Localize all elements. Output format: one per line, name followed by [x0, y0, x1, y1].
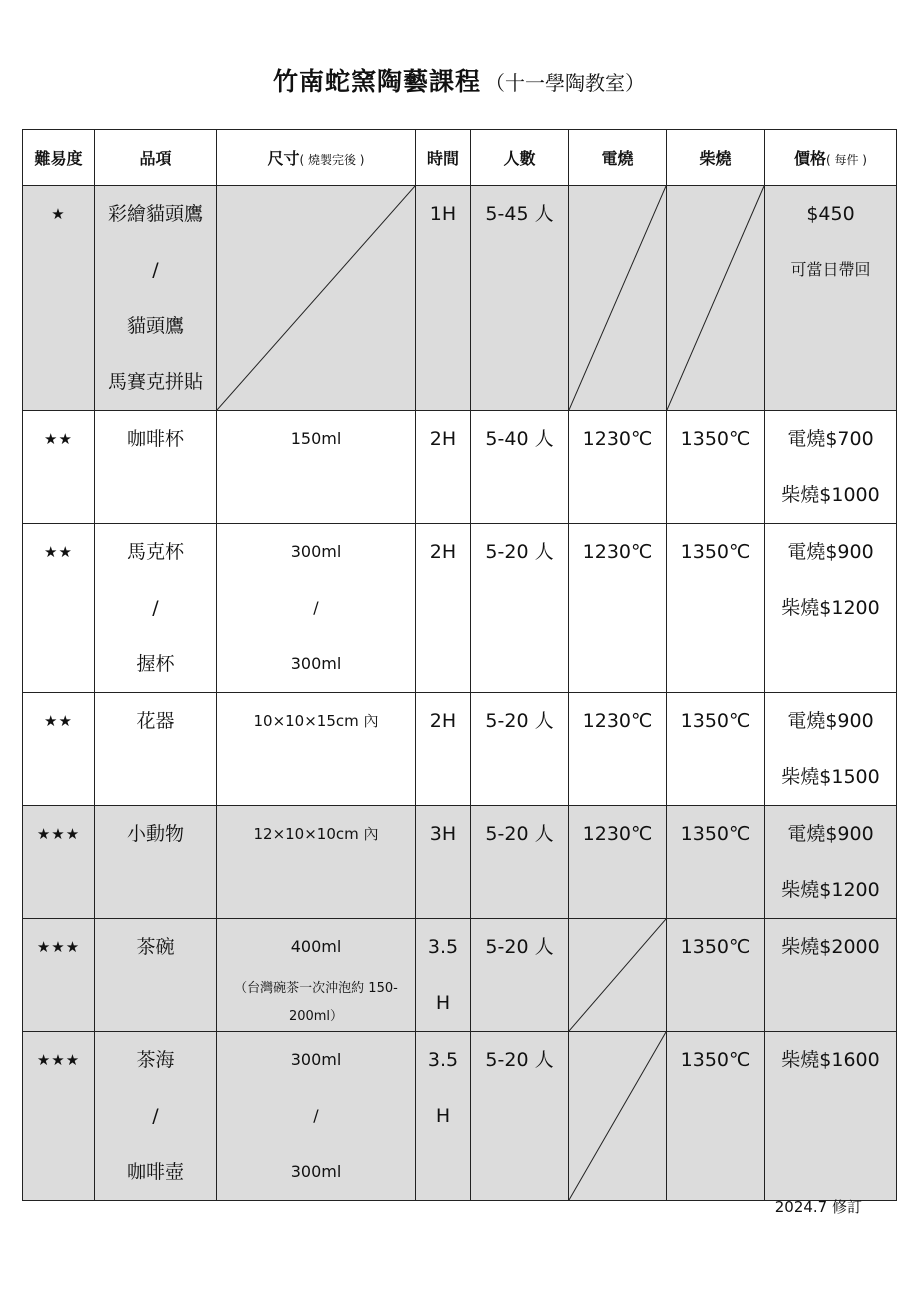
item-cell-line: 茶海	[136, 1049, 175, 1071]
header-item: 品項	[95, 130, 217, 186]
price-cell-line: 柴燒$2000	[781, 936, 880, 958]
size-cell-line: 300ml	[290, 654, 342, 673]
size-note-line: 200ml）	[288, 1009, 344, 1024]
table-row	[23, 693, 897, 806]
item-cell-line: 彩繪貓頭鷹	[107, 203, 203, 225]
header-electric: 電燒	[569, 130, 667, 186]
difficulty-cell	[23, 919, 95, 1032]
title-sub: （十一學陶教室）	[485, 71, 645, 95]
size-cell-line: 150ml	[290, 429, 342, 448]
electric-cell-line: 1230℃	[582, 710, 653, 732]
difficulty-stars: ★★★	[36, 938, 81, 956]
header-size-note: ( 燒製完後 )	[299, 153, 365, 167]
electric-cell	[569, 806, 667, 919]
size-cell	[217, 524, 416, 693]
table-body	[23, 186, 897, 1201]
title-main: 竹南蛇窯陶藝課程	[272, 67, 481, 96]
people-cell-line: 5-45 人	[485, 203, 554, 225]
price-cell	[765, 806, 897, 919]
size-cell-line: 300ml	[290, 542, 342, 561]
price-cell	[765, 186, 897, 411]
time-cell	[416, 919, 471, 1032]
table-row	[23, 1032, 897, 1201]
item-cell-line: /	[152, 597, 159, 619]
item-cell	[95, 186, 217, 411]
size-cell-line: 12×10×10cm 內	[253, 825, 379, 843]
people-cell	[471, 919, 569, 1032]
item-cell	[95, 1032, 217, 1201]
item-cell	[95, 524, 217, 693]
price-cell	[765, 411, 897, 524]
header-price-label: 價格	[793, 149, 826, 168]
header-price	[765, 130, 897, 186]
time-cell	[416, 806, 471, 919]
electric-cell	[569, 186, 667, 411]
difficulty-cell	[23, 693, 95, 806]
item-cell	[95, 693, 217, 806]
time-cell	[416, 186, 471, 411]
item-cell	[95, 411, 217, 524]
size-cell	[217, 1032, 416, 1201]
difficulty-cell	[23, 186, 95, 411]
difficulty-stars: ★	[51, 205, 66, 223]
electric-cell	[569, 411, 667, 524]
size-cell-line: 300ml	[290, 1050, 342, 1069]
header-row	[23, 130, 897, 186]
price-cell-line: 電燒$900	[787, 823, 874, 845]
electric-cell	[569, 524, 667, 693]
item-cell	[95, 806, 217, 919]
price-cell-line: 柴燒$1500	[781, 766, 880, 788]
difficulty-cell	[23, 524, 95, 693]
price-cell	[765, 919, 897, 1032]
people-cell	[471, 1032, 569, 1201]
empty-cell-slash	[667, 186, 764, 410]
people-cell	[471, 186, 569, 411]
header-wood: 柴燒	[667, 130, 765, 186]
item-cell-line: 茶碗	[136, 936, 175, 958]
people-cell	[471, 411, 569, 524]
people-cell-line: 5-40 人	[485, 428, 554, 450]
people-cell-line: 5-20 人	[485, 823, 554, 845]
electric-cell-line: 1230℃	[582, 428, 653, 450]
page-title	[0, 62, 918, 98]
price-cell	[765, 693, 897, 806]
size-cell	[217, 919, 416, 1032]
difficulty-cell	[23, 1032, 95, 1201]
wood-cell-line: 1350℃	[680, 428, 751, 450]
electric-cell	[569, 693, 667, 806]
empty-cell-slash	[217, 186, 415, 410]
table-row	[23, 411, 897, 524]
header-time: 時間	[416, 130, 471, 186]
item-cell-line: 馬克杯	[126, 541, 184, 563]
size-cell	[217, 186, 416, 411]
item-cell-line: 咖啡杯	[126, 428, 184, 450]
people-cell	[471, 524, 569, 693]
item-cell	[95, 919, 217, 1032]
people-cell	[471, 806, 569, 919]
wood-cell-line: 1350℃	[680, 710, 751, 732]
wood-cell	[667, 524, 765, 693]
price-cell-line: 柴燒$1200	[781, 879, 880, 901]
time-cell	[416, 1032, 471, 1201]
wood-cell-line: 1350℃	[680, 936, 751, 958]
item-cell-line: 花器	[136, 710, 175, 732]
time-cell-line: H	[435, 992, 451, 1014]
price-cell-line: 柴燒$1600	[781, 1049, 880, 1071]
table-row	[23, 186, 897, 411]
item-cell-line: /	[152, 1105, 159, 1127]
header-size	[217, 130, 416, 186]
electric-cell-line: 1230℃	[582, 541, 653, 563]
difficulty-stars: ★★	[44, 430, 73, 448]
price-cell	[765, 524, 897, 693]
price-cell	[765, 1032, 897, 1201]
header-size-label: 尺寸	[267, 149, 300, 168]
people-cell-line: 5-20 人	[485, 541, 554, 563]
time-cell	[416, 411, 471, 524]
wood-cell	[667, 186, 765, 411]
difficulty-cell	[23, 806, 95, 919]
price-cell-line: 柴燒$1200	[781, 597, 880, 619]
price-cell-line: 電燒$900	[787, 710, 874, 732]
item-cell-line: 貓頭鷹	[126, 315, 184, 337]
time-cell-line: 3.5	[427, 936, 459, 958]
header-price-note: ( 每件 )	[826, 153, 867, 167]
item-cell-line: /	[152, 259, 159, 281]
wood-cell-line: 1350℃	[680, 541, 751, 563]
table-row	[23, 919, 897, 1032]
revision-note: 2024.7 修訂	[774, 1198, 862, 1216]
electric-cell	[569, 1032, 667, 1201]
size-cell-line: 400ml	[290, 937, 342, 956]
wood-cell-line: 1350℃	[680, 1049, 751, 1071]
price-cell-line: 可當日帶回	[790, 260, 871, 279]
difficulty-cell	[23, 411, 95, 524]
size-cell-line: 300ml	[290, 1162, 342, 1181]
size-cell	[217, 693, 416, 806]
wood-cell	[667, 1032, 765, 1201]
time-cell-line: 3.5	[427, 1049, 459, 1071]
empty-cell-slash	[569, 186, 666, 410]
header-difficulty: 難易度	[23, 130, 95, 186]
size-note-line: （台灣碗茶一次沖泡約 150-	[234, 981, 398, 996]
difficulty-stars: ★★★	[36, 825, 81, 843]
item-cell-line: 馬賽克拼貼	[107, 371, 203, 393]
table-row	[23, 806, 897, 919]
electric-cell	[569, 919, 667, 1032]
size-cell-line: /	[313, 598, 319, 617]
people-cell-line: 5-20 人	[485, 936, 554, 958]
difficulty-stars: ★★	[44, 543, 73, 561]
empty-cell-slash	[569, 919, 666, 1031]
difficulty-stars: ★★★	[36, 1051, 81, 1069]
time-cell-line: 2H	[429, 541, 457, 563]
time-cell-line: H	[435, 1105, 451, 1127]
time-cell	[416, 524, 471, 693]
size-cell	[217, 806, 416, 919]
time-cell-line: 2H	[429, 428, 457, 450]
people-cell-line: 5-20 人	[485, 710, 554, 732]
people-cell	[471, 693, 569, 806]
wood-cell	[667, 806, 765, 919]
people-cell-line: 5-20 人	[485, 1049, 554, 1071]
item-cell-line: 咖啡壺	[126, 1161, 184, 1183]
difficulty-stars: ★★	[44, 712, 73, 730]
item-cell-line: 小動物	[126, 823, 184, 845]
electric-cell-line: 1230℃	[582, 823, 653, 845]
time-cell	[416, 693, 471, 806]
wood-cell	[667, 693, 765, 806]
course-table	[22, 129, 897, 1201]
price-cell-line: 柴燒$1000	[781, 484, 880, 506]
size-cell-line: 10×10×15cm 內	[253, 712, 379, 730]
time-cell-line: 3H	[429, 823, 457, 845]
wood-cell	[667, 919, 765, 1032]
price-cell-line: 電燒$700	[787, 428, 874, 450]
item-cell-line: 握杯	[136, 653, 175, 675]
table-row	[23, 524, 897, 693]
size-cell	[217, 411, 416, 524]
wood-cell-line: 1350℃	[680, 823, 751, 845]
price-cell-line: 電燒$900	[787, 541, 874, 563]
time-cell-line: 1H	[429, 203, 457, 225]
price-cell-line: $450	[806, 203, 855, 225]
time-cell-line: 2H	[429, 710, 457, 732]
empty-cell-slash	[569, 1032, 666, 1200]
wood-cell	[667, 411, 765, 524]
header-people: 人數	[471, 130, 569, 186]
size-cell-line: /	[313, 1106, 319, 1125]
